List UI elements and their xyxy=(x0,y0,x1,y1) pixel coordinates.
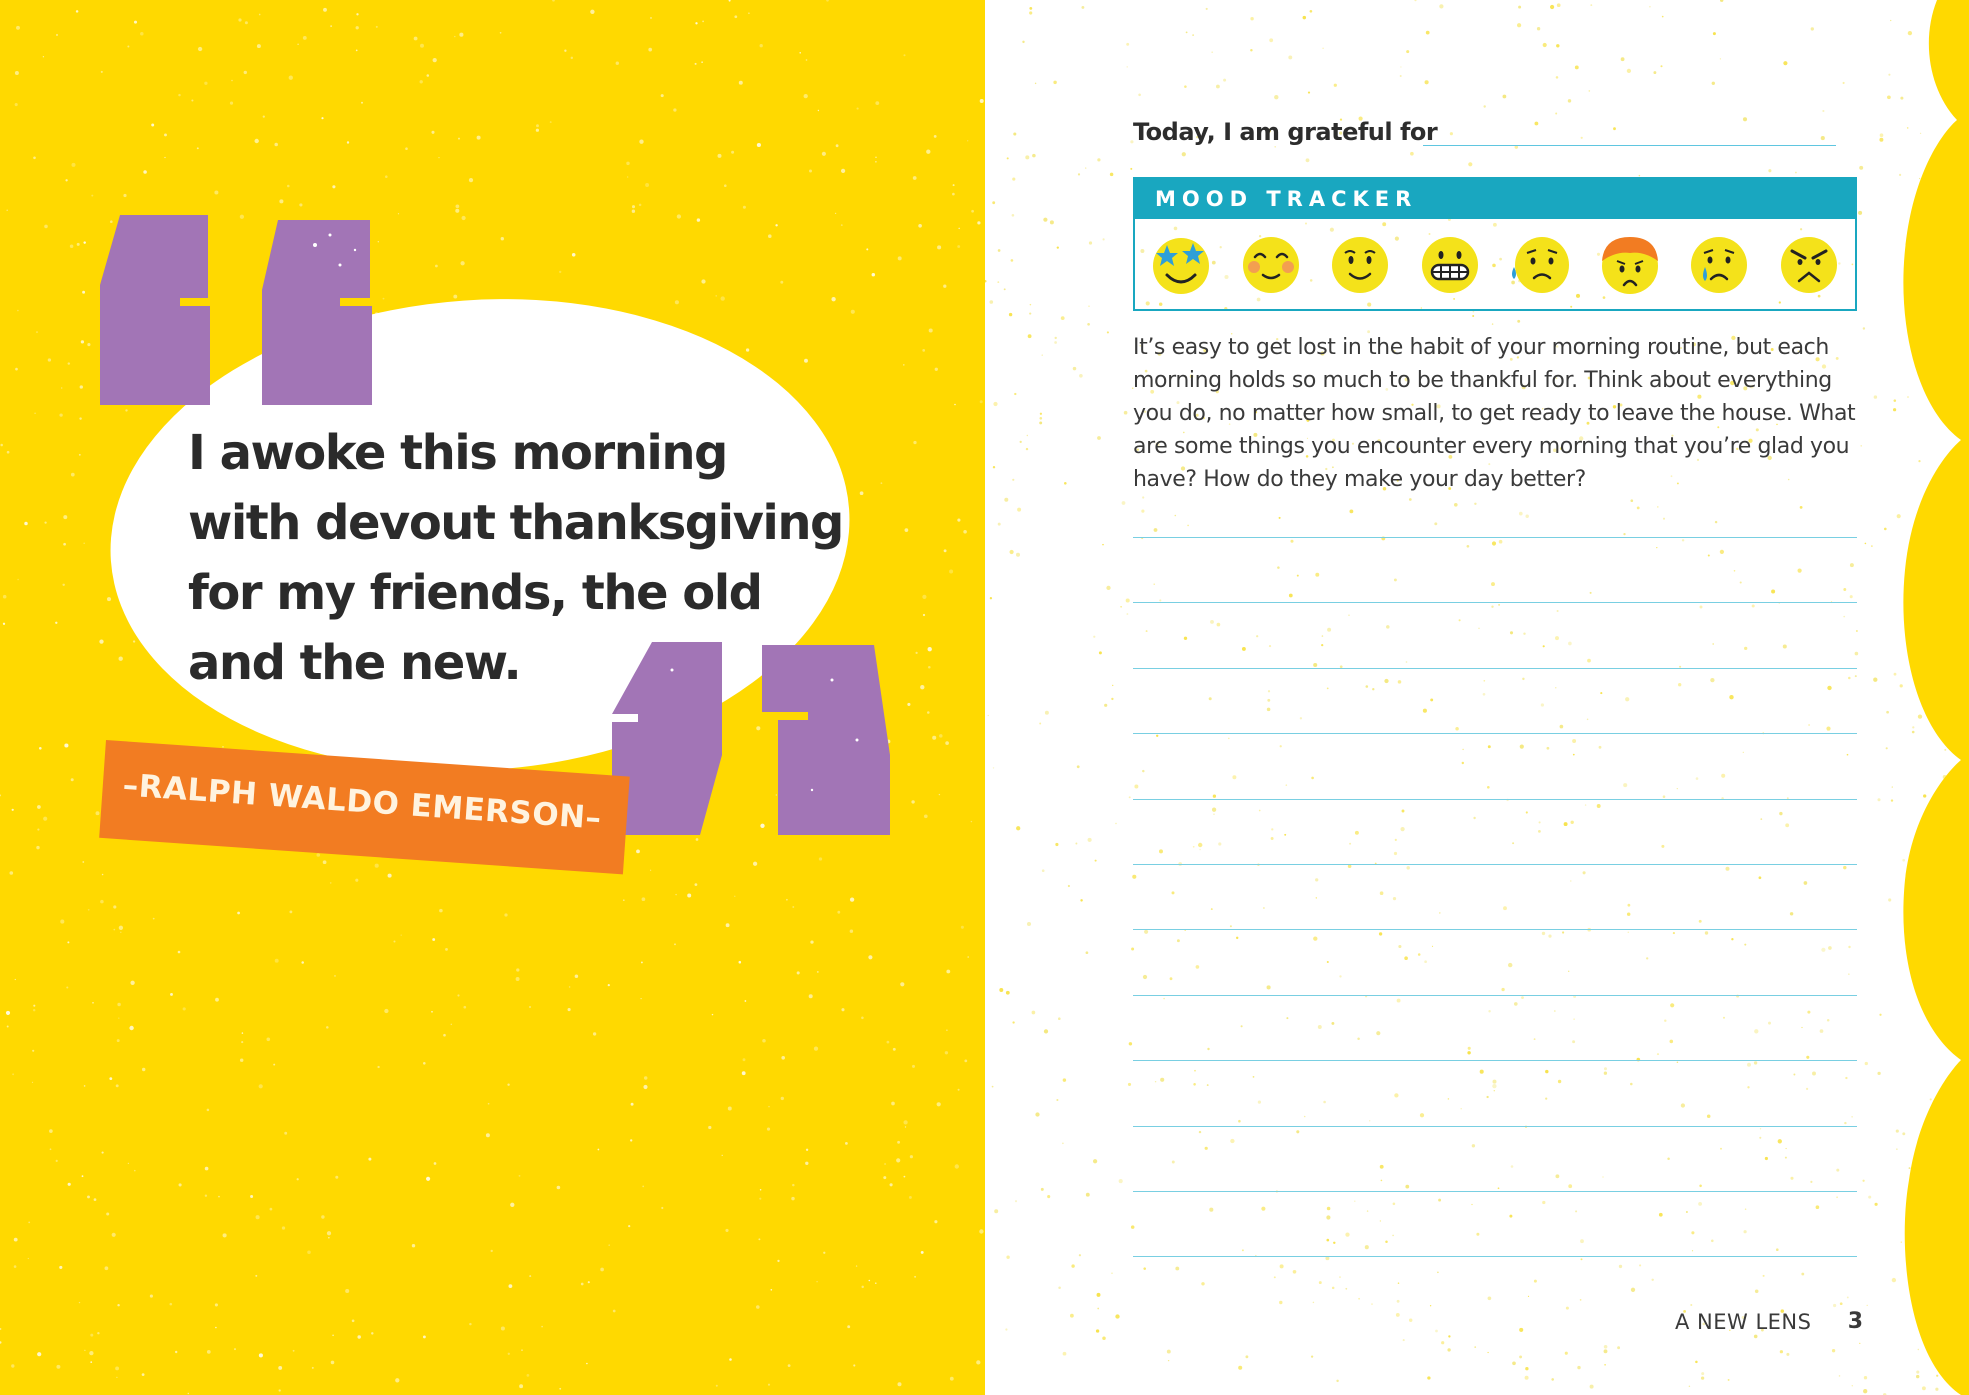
writing-line[interactable] xyxy=(1133,1126,1857,1127)
worried-sweat-face-icon[interactable] xyxy=(1508,231,1572,297)
writing-line[interactable] xyxy=(1133,799,1857,800)
mood-faces xyxy=(1145,227,1845,301)
quote-line: for my friends, the old xyxy=(188,565,762,621)
writing-line[interactable] xyxy=(1133,1256,1857,1257)
angry-face-icon[interactable] xyxy=(1777,231,1841,297)
crying-face-icon[interactable] xyxy=(1687,231,1751,297)
quote-line: and the new. xyxy=(188,635,521,691)
writing-line[interactable] xyxy=(1133,668,1857,669)
writing-line[interactable] xyxy=(1133,537,1857,538)
open-quote-icon xyxy=(100,210,390,410)
smiling-face-icon[interactable] xyxy=(1328,231,1392,297)
quote-author: –RALPH WALDO EMERSON– xyxy=(121,767,603,837)
blushing-face-icon[interactable] xyxy=(1239,231,1303,297)
quote-line: with devout thanksgiving xyxy=(188,495,843,551)
right-page xyxy=(985,0,1969,1395)
writing-line[interactable] xyxy=(1133,995,1857,996)
writing-line[interactable] xyxy=(1133,864,1857,865)
writing-line[interactable] xyxy=(1133,602,1857,603)
writing-line[interactable] xyxy=(1133,733,1857,734)
writing-lines xyxy=(1133,537,1857,1272)
writing-line[interactable] xyxy=(1133,1060,1857,1061)
anxious-face-icon[interactable] xyxy=(1598,231,1662,297)
section-title: A NEW LENS xyxy=(1675,1310,1812,1334)
mood-tracker-title: MOOD TRACKER xyxy=(1155,187,1418,211)
page-footer xyxy=(1675,1308,1875,1338)
quote-line: I awoke this morning xyxy=(188,425,727,481)
grateful-label: Today, I am grateful for xyxy=(1133,118,1438,146)
writing-line[interactable] xyxy=(1133,1191,1857,1192)
star-eyes-face-icon[interactable] xyxy=(1149,231,1213,297)
page-number: 3 xyxy=(1847,1309,1863,1334)
mood-tracker xyxy=(1133,177,1857,311)
grateful-prompt xyxy=(1133,118,1836,148)
scallop-edge xyxy=(1899,0,1969,1395)
grateful-answer-line[interactable] xyxy=(1423,145,1836,146)
quote-text xyxy=(188,418,868,698)
mood-tracker-header xyxy=(1135,179,1855,219)
grimacing-face-icon[interactable] xyxy=(1418,231,1482,297)
journal-prompt: It’s easy to get lost in the habit of your morning routine, but each morning holds so much to be thankful for. Think about everything you do, no matter how small, to get ready to leave the house. What are some things you encounter every morning that you’re glad you have? How do they make your day better? xyxy=(1133,335,1856,492)
writing-line[interactable] xyxy=(1133,929,1857,930)
